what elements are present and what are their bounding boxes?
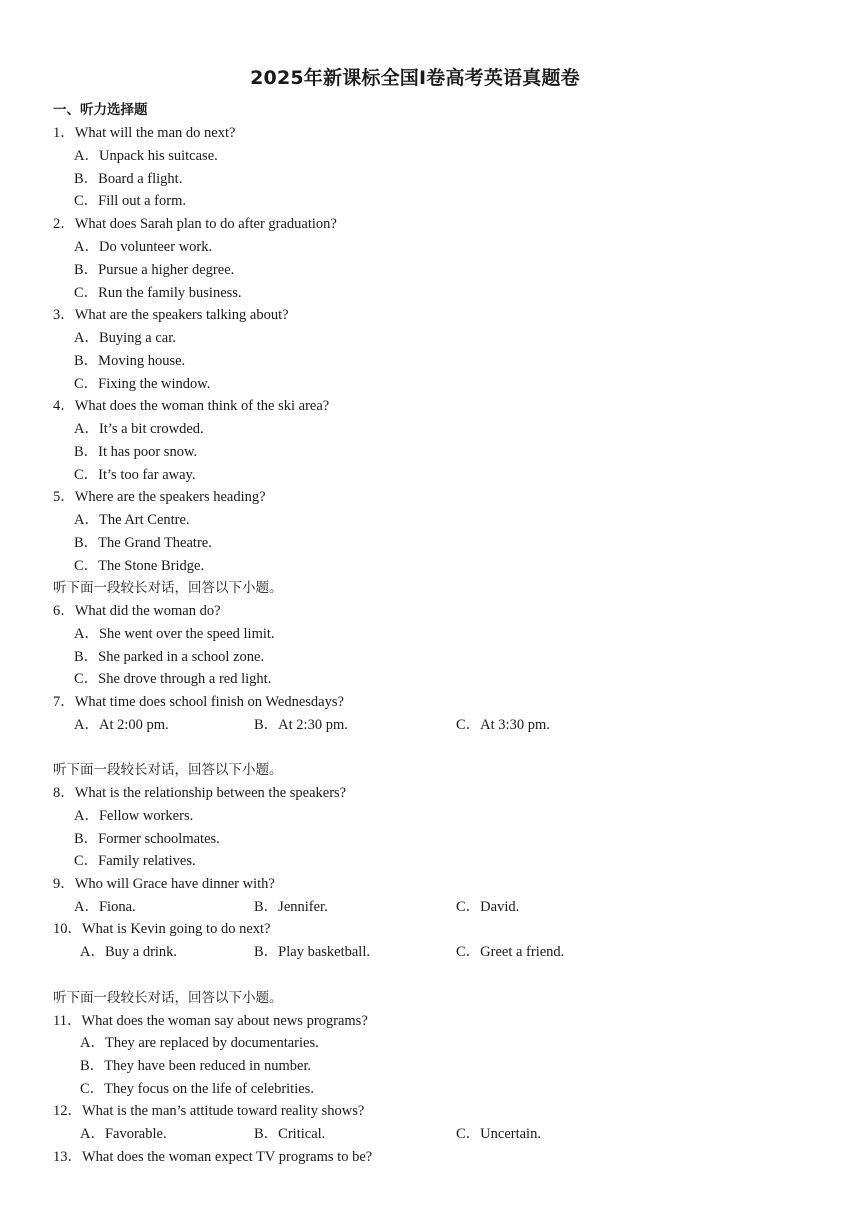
- option-7b[interactable]: B．At 2:30 pm.: [254, 717, 348, 733]
- option-10b[interactable]: B．Play basketball.: [254, 944, 370, 960]
- option-2b[interactable]: B．Pursue a higher degree.: [74, 262, 235, 278]
- option-3c[interactable]: C．Fixing the window.: [74, 376, 211, 392]
- option-7a[interactable]: A．At 2:00 pm.: [74, 717, 169, 733]
- page-title: 2025年新课标全国Ⅰ卷高考英语真题卷: [250, 67, 580, 89]
- question-11: 11．What does the woman say about news programs?: [53, 1013, 368, 1029]
- question-1: 1．What will the man do next?: [53, 125, 236, 141]
- instruction-1: 听下面一段较长对话，回答以下小题。: [53, 580, 283, 596]
- question-4: 4．What does the woman think of the ski area?: [53, 398, 330, 414]
- option-7c[interactable]: C．At 3:30 pm.: [456, 717, 550, 733]
- option-5c[interactable]: C．The Stone Bridge.: [74, 558, 205, 574]
- option-8a[interactable]: A．Fellow workers.: [74, 808, 194, 824]
- section-heading: 一、听力选择题: [53, 102, 148, 118]
- option-6c[interactable]: C．She drove through a red light.: [74, 671, 272, 687]
- option-10c[interactable]: C．Greet a friend.: [456, 944, 565, 960]
- option-1a[interactable]: A．Unpack his suitcase.: [74, 148, 218, 164]
- option-10a[interactable]: A．Buy a drink.: [80, 944, 178, 960]
- question-10: 10．What is Kevin going to do next?: [53, 921, 271, 937]
- option-12b[interactable]: B．Critical.: [254, 1126, 326, 1142]
- option-9b[interactable]: B．Jennifer.: [254, 899, 328, 915]
- question-13: 13．What does the woman expect TV programs to be?: [53, 1149, 373, 1165]
- option-9c[interactable]: C．David.: [456, 899, 520, 915]
- question-5: 5．Where are the speakers heading?: [53, 489, 266, 505]
- question-2: 2．What does Sarah plan to do after graduation?: [53, 216, 337, 232]
- option-1c[interactable]: C．Fill out a form.: [74, 193, 186, 209]
- option-11c[interactable]: C．They focus on the life of celebrities.: [80, 1081, 314, 1097]
- option-11a[interactable]: A．They are replaced by documentaries.: [80, 1035, 319, 1051]
- instruction-2: 听下面一段较长对话，回答以下小题。: [53, 762, 283, 778]
- question-3: 3．What are the speakers talking about?: [53, 307, 289, 323]
- option-3a[interactable]: A．Buying a car.: [74, 330, 176, 346]
- option-2a[interactable]: A．Do volunteer work.: [74, 239, 213, 255]
- option-12a[interactable]: A．Favorable.: [80, 1126, 167, 1142]
- option-4b[interactable]: B．It has poor snow.: [74, 444, 198, 460]
- option-6a[interactable]: A．She went over the speed limit.: [74, 626, 275, 642]
- option-2c[interactable]: C．Run the family business.: [74, 285, 242, 301]
- option-4a[interactable]: A．It’s a bit crowded.: [74, 421, 204, 437]
- option-5a[interactable]: A．The Art Centre.: [74, 512, 190, 528]
- option-4c[interactable]: C．It’s too far away.: [74, 467, 196, 483]
- option-6b[interactable]: B．She parked in a school zone.: [74, 649, 265, 665]
- option-12c[interactable]: C．Uncertain.: [456, 1126, 541, 1142]
- question-12: 12．What is the man’s attitude toward reality shows?: [53, 1103, 365, 1119]
- option-5b[interactable]: B．The Grand Theatre.: [74, 535, 212, 551]
- option-9a[interactable]: A．Fiona.: [74, 899, 136, 915]
- question-9: 9．Who will Grace have dinner with?: [53, 876, 275, 892]
- option-3b[interactable]: B．Moving house.: [74, 353, 186, 369]
- instruction-3: 听下面一段较长对话，回答以下小题。: [53, 990, 283, 1006]
- question-6: 6．What did the woman do?: [53, 603, 221, 619]
- option-1b[interactable]: B．Board a flight.: [74, 171, 183, 187]
- option-11b[interactable]: B．They have been reduced in number.: [80, 1058, 312, 1074]
- option-8b[interactable]: B．Former schoolmates.: [74, 831, 220, 847]
- option-8c[interactable]: C．Family relatives.: [74, 853, 196, 869]
- question-8: 8．What is the relationship between the speakers?: [53, 785, 347, 801]
- question-7: 7．What time does school finish on Wednesdays?: [53, 694, 344, 710]
